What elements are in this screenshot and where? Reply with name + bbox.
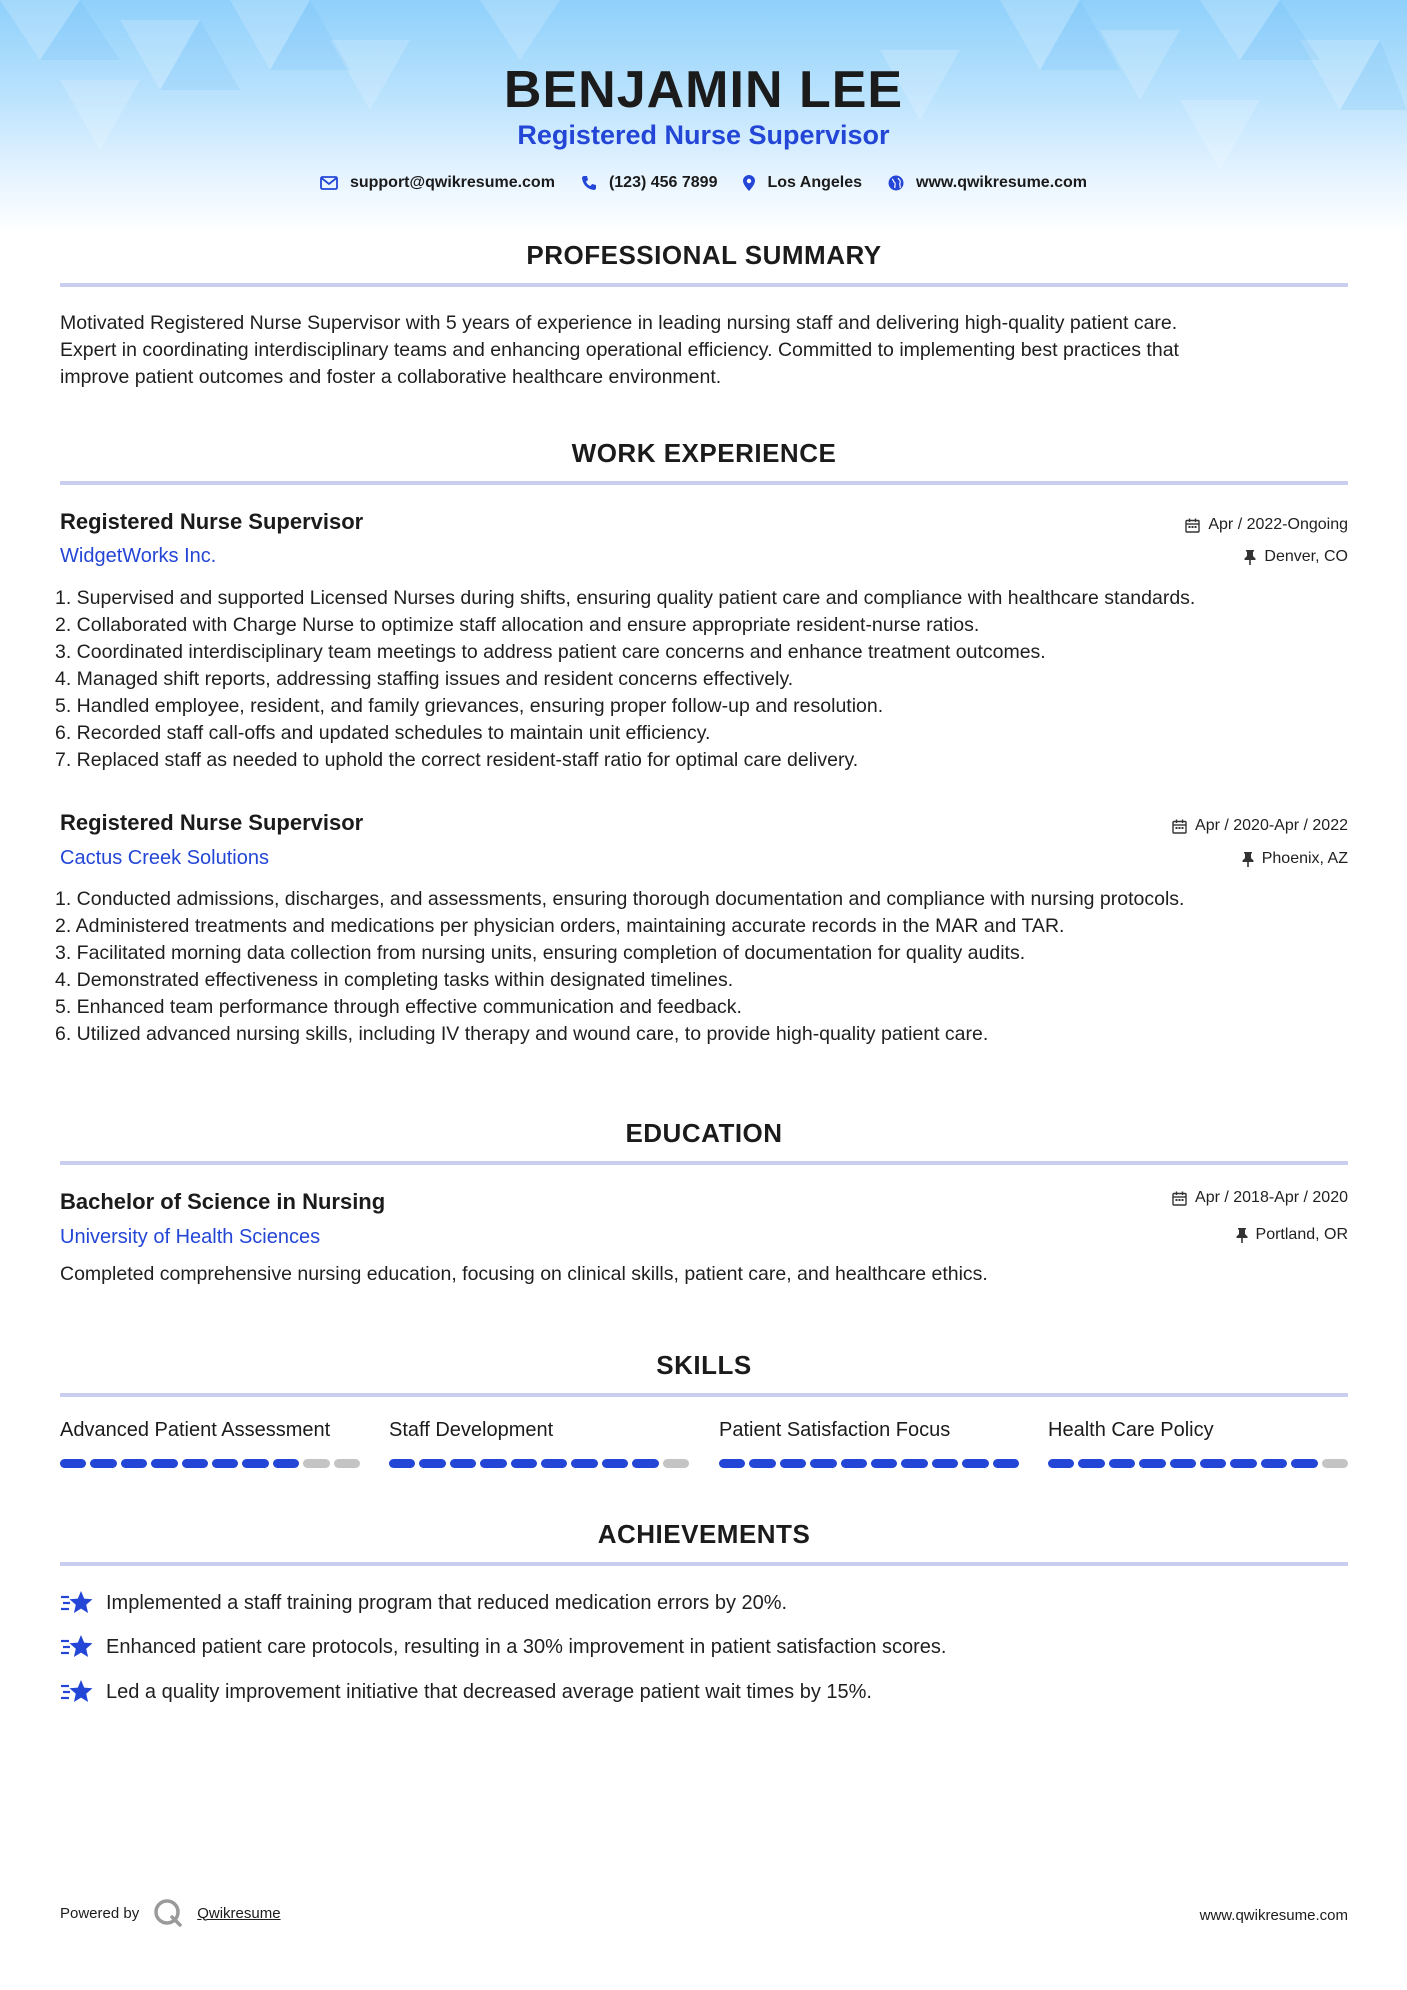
achievements-divider	[60, 1562, 1348, 1566]
powered-by-label: Powered by	[60, 1904, 140, 1922]
contact-location	[743, 174, 862, 192]
candidate-title: Registered Nurse Supervisor	[517, 120, 890, 150]
job-dates	[1172, 817, 1348, 835]
calendar-icon	[1172, 1191, 1187, 1206]
skill-level-segment	[242, 1459, 268, 1468]
skill-level-segment	[901, 1459, 927, 1468]
summary-line: improve patient outcomes and foster a collaborative healthcare environment.	[60, 366, 722, 388]
experience-divider	[60, 481, 1348, 485]
skill-level-segment	[632, 1459, 658, 1468]
summary-text	[60, 310, 1350, 391]
skill-item	[719, 1419, 1019, 1468]
star-achievement-icon	[60, 1634, 94, 1660]
website-text: www.qwikresume.com	[916, 174, 1088, 191]
skill-level-segment	[541, 1459, 567, 1468]
map-pin-icon	[743, 175, 755, 191]
list-item: 1. Supervised and supported Licensed Nurses during shifts, ensuring quality patient care and compliance with healthcare standards.	[55, 587, 1196, 609]
education-dates-text: Apr / 2018-Apr / 2020	[1195, 1189, 1348, 1206]
skill-level-segment	[1048, 1459, 1074, 1468]
pushpin-icon	[1242, 852, 1254, 867]
skill-level-segment	[1261, 1459, 1287, 1468]
star-achievement-icon	[60, 1590, 94, 1616]
job-duties-list	[55, 585, 1355, 774]
email-text: support@qwikresume.com	[349, 174, 555, 191]
skill-level-segment	[450, 1459, 476, 1468]
job-location-text: Phoenix, AZ	[1261, 850, 1348, 867]
list-item: 5. Handled employee, resident, and family grievances, ensuring proper follow-up and resolution.	[55, 695, 884, 717]
skill-level-segment	[962, 1459, 988, 1468]
education-dates	[1172, 1189, 1348, 1207]
list-item: 1. Conducted admissions, discharges, and assessments, ensuring thorough documentation and compliance with nursing protocols.	[55, 888, 1185, 910]
job-title: Registered Nurse Supervisor	[60, 810, 364, 835]
pushpin-icon	[1236, 1228, 1248, 1243]
skill-level-segment	[602, 1459, 628, 1468]
skill-level-segment	[182, 1459, 208, 1468]
job-title: Registered Nurse Supervisor	[60, 509, 364, 534]
achievement-item	[60, 1679, 872, 1705]
skill-level-segment	[1322, 1459, 1348, 1468]
education-description: Completed comprehensive nursing education, focusing on clinical skills, patient care, and healthcare ethics.	[60, 1263, 988, 1285]
skill-level-segment	[212, 1459, 238, 1468]
job-duties-list	[55, 886, 1355, 1048]
skill-name: Advanced Patient Assessment	[60, 1419, 331, 1441]
candidate-name: BENJAMIN LEE	[503, 61, 904, 119]
skill-level-segment	[419, 1459, 445, 1468]
pushpin-icon	[1244, 550, 1256, 565]
skill-level-segment	[841, 1459, 867, 1468]
achievement-item	[60, 1634, 946, 1660]
list-item: 4. Managed shift reports, addressing staffing issues and resident concerns effectively.	[55, 668, 794, 690]
job-company: WidgetWorks Inc.	[60, 545, 217, 567]
list-item: 7. Replaced staff as needed to uphold the correct resident-staff ratio for optimal care delivery.	[55, 749, 859, 771]
skill-name: Patient Satisfaction Focus	[719, 1419, 951, 1441]
calendar-icon	[1172, 819, 1187, 834]
summary-heading: PROFESSIONAL SUMMARY	[526, 240, 882, 270]
list-item: 6. Recorded staff call-offs and updated schedules to maintain unit efficiency.	[55, 722, 711, 744]
phone-icon	[581, 175, 597, 191]
job-dates	[1185, 516, 1348, 534]
skill-item	[1048, 1419, 1348, 1468]
list-item: 3. Coordinated interdisciplinary team meetings to address patient care concerns and enhance treatment outcomes.	[55, 641, 1046, 663]
calendar-icon	[1185, 518, 1200, 533]
achievement-text: Enhanced patient care protocols, resulting in a 30% improvement in patient satisfaction scores.	[106, 1635, 947, 1658]
skill-item	[60, 1419, 360, 1468]
contact-website[interactable]	[888, 174, 1087, 192]
qwikresume-logo	[153, 1898, 183, 1928]
skill-name: Staff Development	[389, 1419, 554, 1441]
job-location-text: Denver, CO	[1264, 548, 1348, 565]
job-location	[1242, 850, 1348, 868]
achievement-text: Implemented a staff training program that reduced medication errors by 20%.	[106, 1591, 788, 1614]
resume-header	[0, 0, 1407, 235]
job-location	[1244, 548, 1348, 566]
skill-name: Health Care Policy	[1048, 1419, 1214, 1441]
skill-level-segment	[810, 1459, 836, 1468]
summary-line: Expert in coordinating interdisciplinary teams and enhancing operational efficiency. Committed to implementing best practices that	[60, 339, 1179, 361]
skill-level-segment	[303, 1459, 329, 1468]
skill-level-segment	[90, 1459, 116, 1468]
skills-heading: SKILLS	[656, 1350, 752, 1380]
footer-powered-by	[60, 1898, 281, 1928]
list-item: 2. Collaborated with Charge Nurse to optimize staff allocation and ensure appropriate resident-nurse ratios.	[55, 614, 980, 636]
degree-title: Bachelor of Science in Nursing	[60, 1189, 386, 1214]
skill-level-segment	[1230, 1459, 1256, 1468]
skill-level-segment	[273, 1459, 299, 1468]
skill-level-segment	[571, 1459, 597, 1468]
experience-heading: WORK EXPERIENCE	[571, 438, 837, 468]
list-item: 5. Enhanced team performance through effective communication and feedback.	[55, 996, 742, 1018]
skill-level-segment	[780, 1459, 806, 1468]
skill-item	[389, 1419, 689, 1468]
education-divider	[60, 1161, 1348, 1165]
contact-bar	[0, 174, 1407, 192]
contact-email[interactable]	[320, 174, 555, 192]
skill-level-segment	[1291, 1459, 1317, 1468]
skill-level-segment	[1170, 1459, 1196, 1468]
skill-level-segment	[60, 1459, 86, 1468]
list-item: 2. Administered treatments and medications per physician orders, maintaining accurate records in the MAR and TAR.	[55, 915, 1065, 937]
achievement-text: Led a quality improvement initiative that decreased average patient wait times by 15%.	[106, 1680, 872, 1703]
skill-level-segment	[719, 1459, 745, 1468]
skill-level-segment	[1139, 1459, 1165, 1468]
skills-divider	[60, 1393, 1348, 1397]
list-item: 4. Demonstrated effectiveness in completing tasks within designated timelines.	[55, 969, 734, 991]
envelope-icon	[320, 176, 338, 190]
skill-level-segment	[151, 1459, 177, 1468]
job-company: Cactus Creek Solutions	[60, 847, 269, 869]
skill-level-bar	[60, 1459, 360, 1468]
list-item: 3. Facilitated morning data collection from nursing units, ensuring completion of documentation for quality audits.	[55, 942, 1026, 964]
star-achievement-icon	[60, 1679, 94, 1705]
skill-level-segment	[121, 1459, 147, 1468]
education-heading: EDUCATION	[625, 1118, 783, 1148]
job-dates-text: Apr / 2020-Apr / 2022	[1195, 817, 1348, 834]
skill-level-segment	[749, 1459, 775, 1468]
achievement-item	[60, 1590, 787, 1616]
skill-level-segment	[993, 1459, 1019, 1468]
school-name: University of Health Sciences	[60, 1226, 321, 1248]
education-location-text: Portland, OR	[1255, 1226, 1348, 1243]
skill-level-segment	[871, 1459, 897, 1468]
education-location	[1236, 1226, 1348, 1244]
job-dates-text: Apr / 2022-Ongoing	[1208, 516, 1348, 533]
summary-line: Motivated Registered Nurse Supervisor with 5 years of experience in leading nursing staff and delivering high-quality patient care.	[60, 312, 1178, 334]
summary-divider	[60, 283, 1348, 287]
skill-level-segment	[389, 1459, 415, 1468]
skill-level-segment	[1109, 1459, 1135, 1468]
skill-level-segment	[932, 1459, 958, 1468]
skill-level-segment	[334, 1459, 360, 1468]
skill-level-segment	[480, 1459, 506, 1468]
skill-level-segment	[1078, 1459, 1104, 1468]
contact-phone[interactable]	[581, 174, 718, 192]
skill-level-bar	[1048, 1459, 1348, 1468]
skill-level-segment	[663, 1459, 689, 1468]
qwikresume-link[interactable]: Qwikresume	[197, 1904, 281, 1922]
phone-text: (123) 456 7899	[608, 174, 718, 191]
achievements-heading: ACHIEVEMENTS	[597, 1519, 811, 1549]
skill-level-segment	[1200, 1459, 1226, 1468]
skill-level-bar	[719, 1459, 1019, 1468]
skill-level-segment	[511, 1459, 537, 1468]
globe-icon	[888, 175, 904, 191]
skill-level-bar	[389, 1459, 689, 1468]
footer-website[interactable]: www.qwikresume.com	[1199, 1907, 1348, 1924]
location-text: Los Angeles	[767, 174, 863, 191]
list-item: 6. Utilized advanced nursing skills, including IV therapy and wound care, to provide high-quality patient care.	[55, 1023, 989, 1045]
